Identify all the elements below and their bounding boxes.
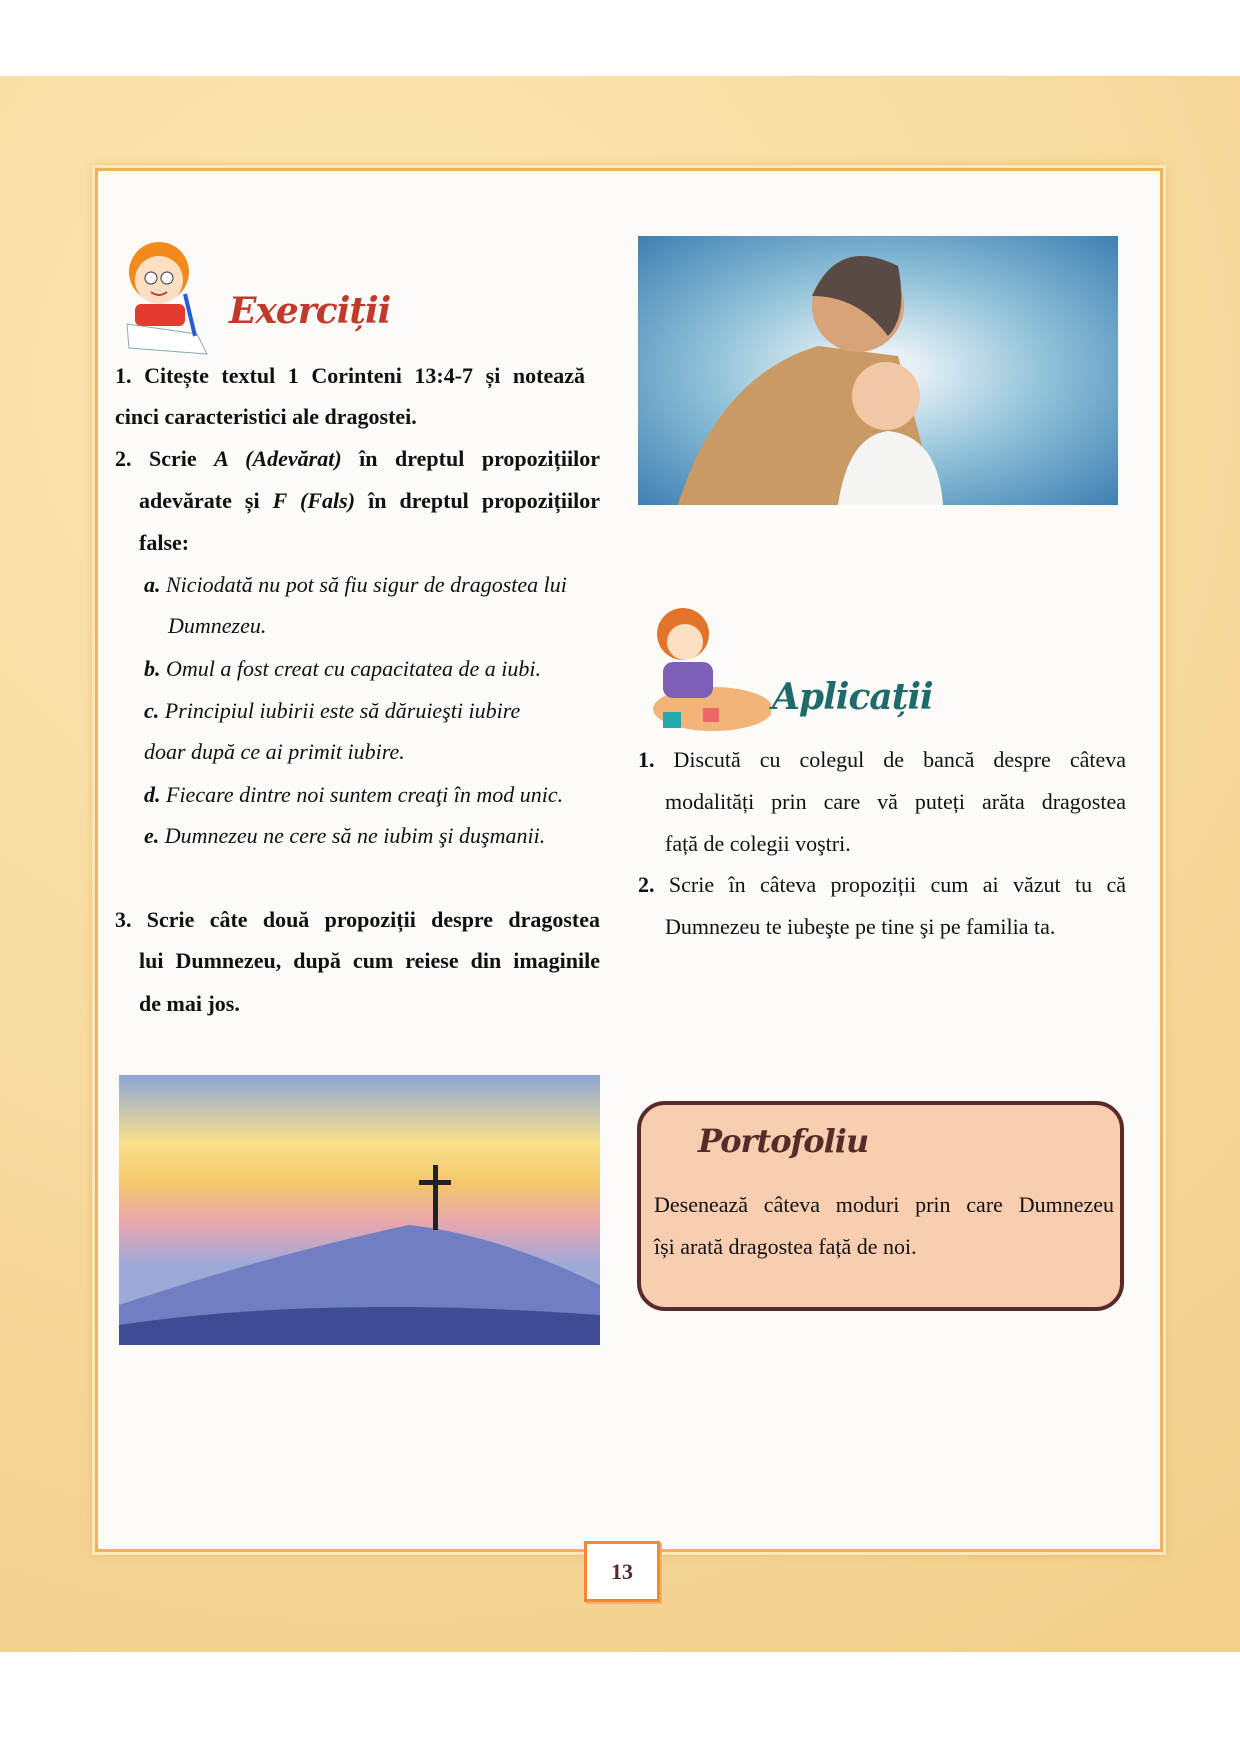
statement-d: d. Fiecare dintre noi suntem creaţi în mod unic. xyxy=(144,782,564,807)
statement-b: b. Omul a fost creat cu capacitatea de a iubi. xyxy=(144,656,541,681)
statement-c: c. Principiul iubirii este să dăruieşti iubire xyxy=(144,698,521,723)
exercise-1-line-2: cinci caracteristici ale dragostei. xyxy=(115,404,417,429)
statement-a-cont: Dumnezeu. xyxy=(168,613,267,638)
jesus-with-child-painting xyxy=(638,236,1118,505)
exercise-3-line-1: 3. Scrie câte două propoziții despre dragostea xyxy=(115,907,600,932)
statement-a: a. Niciodată nu pot să fiu sigur de dragostea lui xyxy=(144,572,567,597)
exercise-3-line-3: de mai jos. xyxy=(139,991,240,1016)
boy-writing-illustration xyxy=(117,224,217,358)
statement-c-cont: doar după ce ai primit iubire. xyxy=(144,739,405,764)
page-number xyxy=(584,1541,660,1602)
aplicatii-title: Aplicații xyxy=(772,676,933,718)
portofoliu-title: Portofoliu xyxy=(698,1122,869,1160)
cross-on-hill-painting xyxy=(119,1075,600,1345)
application-1-line-3: față de colegii voştri. xyxy=(665,831,851,856)
application-1-line-2: modalități prin care vă puteți arăta dragostea xyxy=(665,789,1126,814)
exercise-2-line-3: false: xyxy=(139,530,190,555)
exercise-2-line-1: 2. Scrie A (Adevărat) în dreptul propozițiilor xyxy=(115,446,600,471)
portofoliu-line-2: își arată dragostea față de noi. xyxy=(654,1234,917,1259)
exercise-2-line-2: adevărate și F (Fals) în dreptul propozițiilor xyxy=(139,488,601,513)
exercise-3-line-2: lui Dumnezeu, după cum reiese din imaginile xyxy=(139,948,600,973)
application-1-line-1: 1. Discută cu colegul de bancă despre câteva xyxy=(638,747,1127,772)
exercitii-title: Exerciții xyxy=(229,290,391,332)
application-2-line-1: 2. Scrie în câteva propoziții cum ai văzut tu că xyxy=(638,872,1126,897)
statement-e: e. Dumnezeu ne cere să ne iubim şi duşmanii. xyxy=(144,823,546,848)
girl-crafting-illustration xyxy=(643,604,771,738)
application-2-line-2: Dumnezeu te iubeşte pe tine şi pe familia ta. xyxy=(665,914,1056,939)
page-number-text: 13 xyxy=(611,1558,633,1584)
portofoliu-line-1: Desenează câteva moduri prin care Dumnezeu xyxy=(654,1192,1114,1217)
exercise-1-line-1: 1. Citește textul 1 Corinteni 13:4-7 și notează xyxy=(115,363,585,388)
